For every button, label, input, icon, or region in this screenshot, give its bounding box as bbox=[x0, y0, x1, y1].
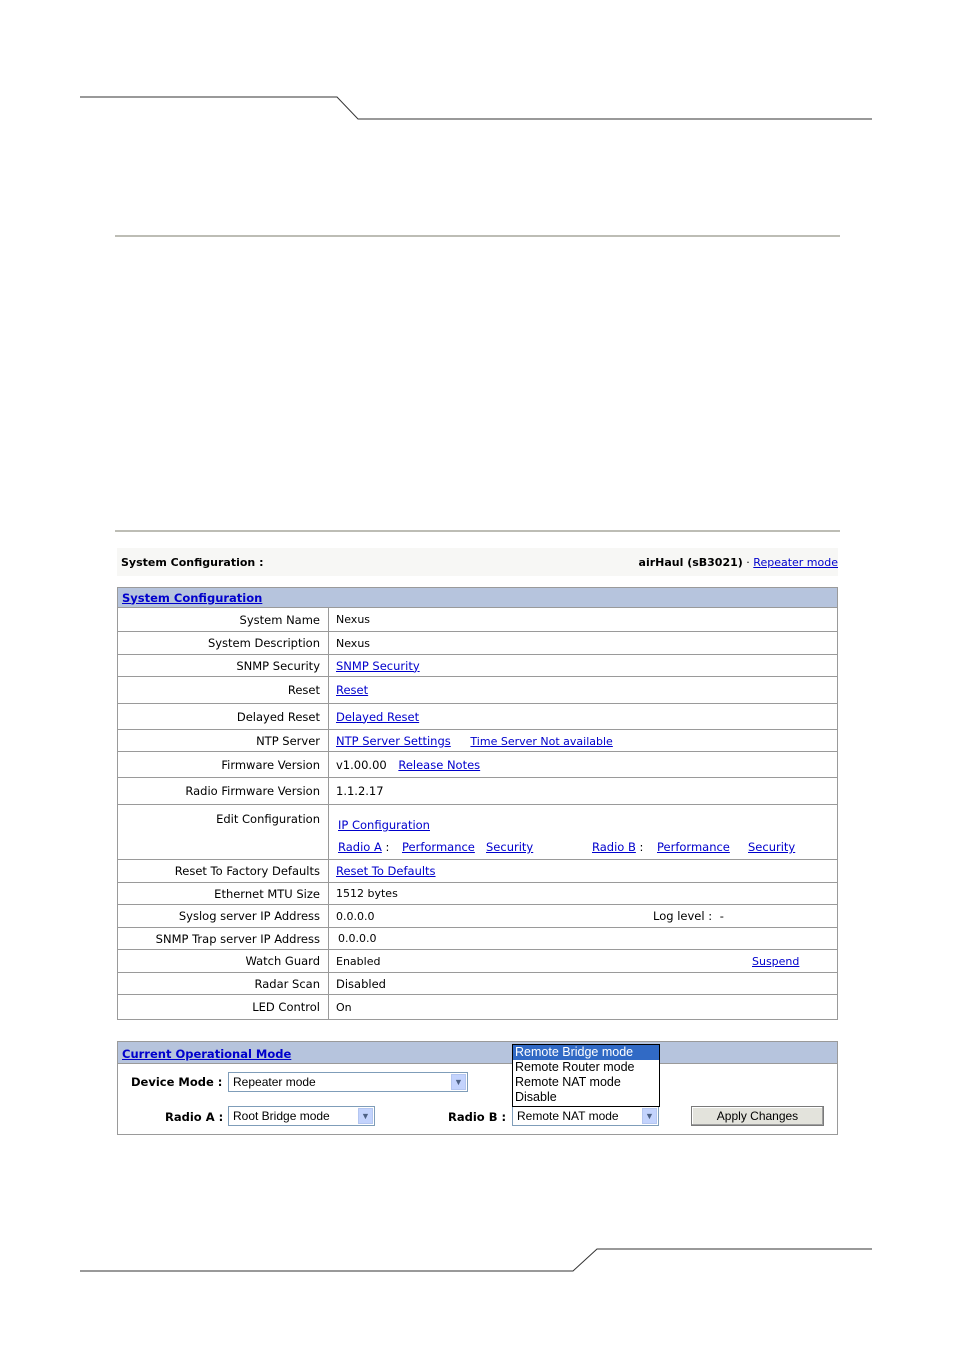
dropdown-option-remote-nat[interactable]: Remote NAT mode bbox=[515, 1075, 621, 1089]
table-row bbox=[118, 883, 838, 905]
table-row bbox=[118, 995, 838, 1020]
suspend-link[interactable]: Suspend bbox=[752, 955, 800, 968]
row-label: Ethernet MTU Size bbox=[118, 883, 329, 905]
ip-configuration-link[interactable]: IP Configuration bbox=[338, 818, 430, 832]
row-label: System Description bbox=[118, 632, 329, 655]
chevron-down-icon[interactable]: ▼ bbox=[451, 1074, 466, 1090]
page-footer-decoration bbox=[0, 1240, 954, 1280]
log-level-value: - bbox=[719, 909, 724, 923]
radio-b-dropdown-list bbox=[512, 1044, 660, 1107]
table-row bbox=[118, 860, 838, 883]
radar-scan-value: Disabled bbox=[329, 973, 838, 995]
syslog-ip-value: 0.0.0.0 bbox=[336, 910, 375, 923]
row-label: SNMP Security bbox=[118, 655, 329, 677]
row-label: SNMP Trap server IP Address bbox=[118, 928, 329, 950]
dropdown-option-remote-router[interactable]: Remote Router mode bbox=[515, 1060, 635, 1074]
operational-mode-title-link[interactable]: Current Operational Mode bbox=[122, 1047, 292, 1061]
chevron-down-icon[interactable]: ▼ bbox=[642, 1108, 657, 1124]
row-label: Syslog server IP Address bbox=[118, 905, 329, 928]
table-row bbox=[118, 655, 838, 677]
divider-top bbox=[115, 235, 840, 237]
dropdown-option-remote-bridge[interactable]: Remote Bridge mode bbox=[513, 1045, 659, 1060]
row-label: Delayed Reset bbox=[118, 704, 329, 730]
led-control-value: On bbox=[329, 995, 838, 1020]
release-notes-link[interactable]: Release Notes bbox=[398, 757, 481, 772]
mtu-value: 1512 bytes bbox=[329, 883, 838, 905]
divider-bottom bbox=[115, 530, 840, 532]
radio-a-performance-link[interactable]: Performance bbox=[402, 840, 475, 854]
row-label: NTP Server bbox=[118, 730, 329, 752]
table-row bbox=[118, 928, 838, 950]
log-level-label: Log level : bbox=[653, 909, 713, 923]
radio-a-colon: : bbox=[385, 840, 390, 854]
table-row bbox=[118, 950, 838, 973]
row-label: Firmware Version bbox=[118, 752, 329, 778]
row-label: Radar Scan bbox=[118, 973, 329, 995]
table-row bbox=[118, 677, 838, 704]
device-mode-value: Repeater mode bbox=[233, 1075, 316, 1089]
dropdown-option-disable[interactable]: Disable bbox=[515, 1090, 557, 1104]
table-row bbox=[118, 730, 838, 752]
watch-guard-value: Enabled bbox=[336, 954, 381, 968]
page-title-bar bbox=[117, 548, 838, 576]
radio-b-link[interactable]: Radio B bbox=[592, 840, 636, 854]
table-row bbox=[118, 778, 838, 805]
radio-a-mode-select[interactable] bbox=[228, 1106, 375, 1126]
table-row bbox=[118, 632, 838, 655]
row-label: LED Control bbox=[118, 995, 329, 1020]
device-name: airHaul (sB3021) bbox=[638, 556, 743, 569]
snmp-security-link[interactable]: SNMP Security bbox=[336, 658, 420, 673]
table-header bbox=[118, 588, 838, 608]
page-title: System Configuration : bbox=[121, 556, 264, 569]
table-row bbox=[118, 905, 838, 928]
separator: · bbox=[746, 556, 750, 569]
row-label: Reset To Factory Defaults bbox=[118, 860, 329, 883]
device-info bbox=[639, 556, 838, 569]
operational-mode-header bbox=[118, 1042, 837, 1064]
radio-b-mode-select[interactable] bbox=[512, 1106, 659, 1126]
repeater-mode-link[interactable]: Repeater mode bbox=[753, 556, 838, 569]
table-row bbox=[118, 704, 838, 730]
reset-to-defaults-link[interactable]: Reset To Defaults bbox=[336, 864, 436, 878]
radio-a-mode-label: Radio A : bbox=[165, 1110, 224, 1124]
row-label: Edit Configuration bbox=[118, 805, 329, 860]
radio-firmware-value: 1.1.2.17 bbox=[329, 778, 838, 805]
firmware-version-value: v1.00.00 bbox=[336, 757, 387, 772]
radio-b-performance-link[interactable]: Performance bbox=[657, 840, 730, 854]
radio-a-link[interactable]: Radio A bbox=[338, 840, 382, 854]
row-label: Radio Firmware Version bbox=[118, 778, 329, 805]
radio-b-mode-label: Radio B : bbox=[448, 1110, 507, 1124]
reset-link[interactable]: Reset bbox=[336, 683, 369, 697]
system-description-value: Nexus bbox=[329, 632, 838, 655]
table-row bbox=[118, 752, 838, 778]
radio-b-mode-value: Remote NAT mode bbox=[517, 1109, 619, 1123]
radio-a-mode-value: Root Bridge mode bbox=[233, 1109, 330, 1123]
radio-b-security-link[interactable]: Security bbox=[748, 840, 796, 854]
device-mode-label: Device Mode : bbox=[131, 1075, 223, 1089]
radio-b-colon: : bbox=[639, 840, 644, 854]
system-config-table bbox=[117, 587, 838, 1020]
system-name-value: Nexus bbox=[329, 608, 838, 632]
radio-a-security-link[interactable]: Security bbox=[486, 840, 534, 854]
table-row bbox=[118, 608, 838, 632]
system-config-title-link[interactable]: System Configuration bbox=[122, 590, 263, 605]
apply-changes-button[interactable]: Apply Changes bbox=[691, 1106, 824, 1126]
delayed-reset-link[interactable]: Delayed Reset bbox=[336, 709, 420, 724]
snmp-trap-ip-value: 0.0.0.0 bbox=[338, 932, 377, 945]
page-header-decoration bbox=[0, 0, 954, 130]
time-server-status-link[interactable]: Time Server Not available bbox=[470, 734, 613, 748]
row-label: Watch Guard bbox=[118, 950, 329, 973]
row-label: Reset bbox=[118, 677, 329, 704]
device-mode-select[interactable] bbox=[228, 1072, 468, 1092]
chevron-down-icon[interactable]: ▼ bbox=[358, 1108, 373, 1124]
table-row bbox=[118, 973, 838, 995]
ntp-settings-link[interactable]: NTP Server Settings bbox=[336, 733, 451, 748]
row-label: System Name bbox=[118, 608, 329, 632]
table-row bbox=[118, 805, 838, 860]
